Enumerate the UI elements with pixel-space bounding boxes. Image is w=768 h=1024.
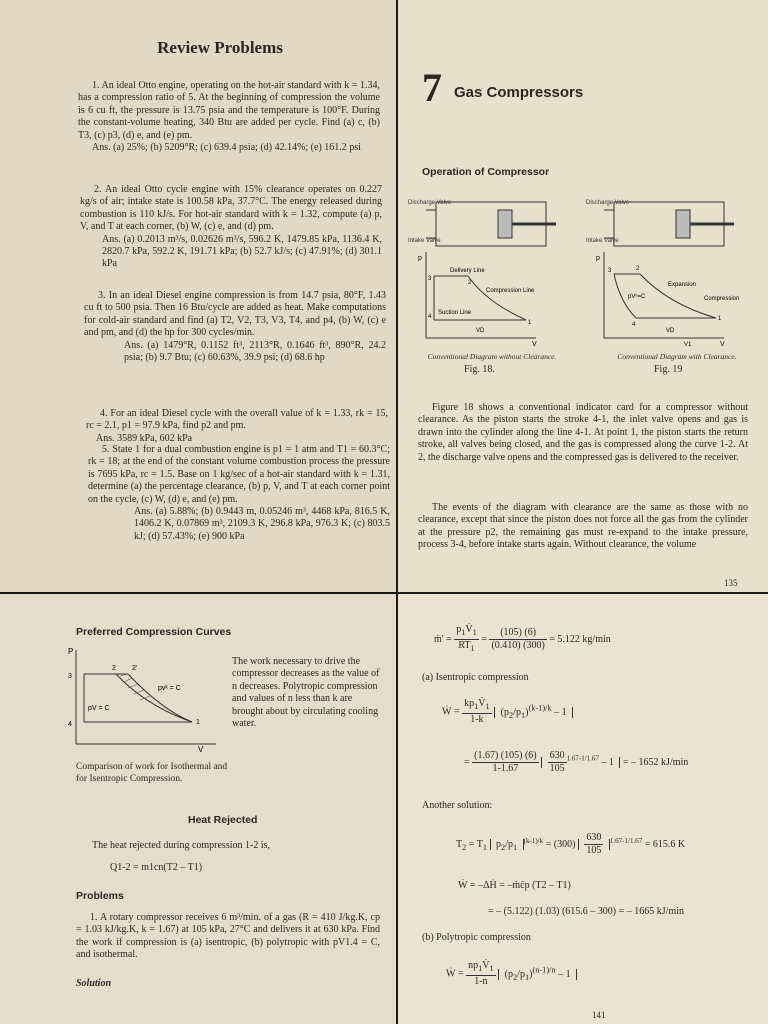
- delivery-line-label: Delivery Line: [450, 268, 485, 274]
- problem-4: [86, 408, 388, 445]
- m-eq-result: = 5.122 kg/min: [549, 634, 611, 646]
- paragraph-2-text: The events of the diagram with clearance are the same as those with no clearance, except that since the piston does not force all the gas from the cylinder at the pressure p2, the remaining gas must re-expand to the intake pressure, process 3-4, before intake starts again. Without clearance, the volume: [418, 502, 748, 551]
- isentropic-curve-label: pvᵏ = C: [158, 685, 181, 692]
- fig18-p-axis: p: [418, 255, 422, 262]
- isentropic-heading: (a) Isentropic compression: [422, 672, 529, 683]
- problem-2: [80, 184, 382, 271]
- intake-valve-label: Intake Valve: [408, 238, 441, 244]
- t2-ratio-numerator: 630: [584, 832, 603, 845]
- ratio-denominator: 105: [549, 763, 565, 775]
- cylinder-drawing: [426, 202, 556, 246]
- fig19-caption: Conventional Diagram with Clearance.: [617, 352, 737, 361]
- page-review-problems: [0, 0, 396, 592]
- fig19-vd-label: VD: [666, 328, 675, 334]
- fig19-discharge-valve-label: Discharge Valve: [586, 200, 630, 206]
- w-denominator: 1-1.67: [492, 763, 519, 775]
- t2-exponent-numerator: 1.67-1: [609, 836, 629, 845]
- t2-ratio-denominator: 105: [586, 845, 602, 857]
- problem-3: [84, 290, 386, 364]
- enthalpy-equation: Ẇ = –ΔḢ = –ṁc̄p (T2 – T1): [458, 880, 571, 891]
- page-preferred-compression: [0, 594, 396, 1024]
- m-eq-numerator: (105) (6): [489, 627, 546, 640]
- paragraph-1-text: Figure 18 shows a conventional indicator card for a compressor without clearance. As the piston starts the stroke 4-1, the inlet valve opens and gas is drawn into the cylinder along the line 4-1. At point 1, the piston starts the return stroke, all valves being closed, and the gas is compressed along the curve 1-2. At 2, the discharge valve opens and the compressed gas is delivered to the receiver.: [418, 402, 748, 463]
- fig18-diagram: [406, 190, 581, 350]
- problem-3-text: 3. In an ideal Diesel engine compression is from 14.7 psia, 80°F, 1.43 cu ft to 500 psia. Then 16 Btu/cycle are added as heat. Make computations for cold-air standard and find (a) T2, V2, T3, V3, T4, and p4, (b) W, (c) e and pm, and (d) the hp for 300 cycles/min.: [84, 290, 386, 339]
- problem-5-text: 5. State 1 for a dual combustion engine is p1 = 1 atm and T1 = 60.3°C; rk = 18; at the end of the constant volume combustion process the pressure is 7695 kPa, rc = 1.5. Base on 1 kg/sec of a hot-air standard with k = 1.31, determine (a) the percentage clearance, (b) p, V, and T at each corner point on the cycle, (c) W, (d) e, and (e) pm.: [88, 444, 390, 505]
- graph-point-4: 4: [68, 721, 72, 728]
- problems-title: Problems: [76, 890, 124, 902]
- heat-rejected-text: The heat rejected during compression 1-2 is,: [92, 840, 270, 851]
- fig19-v-axis: V: [720, 341, 725, 348]
- fig19-point-4: 4: [632, 322, 636, 328]
- fig18-label: Fig. 18.: [464, 364, 495, 375]
- fig19-v1-label: V1: [684, 342, 692, 348]
- problem-1: [78, 80, 380, 154]
- another-solution: Another solution:: [422, 800, 493, 811]
- problem-text: 1. A rotary compressor receives 6 m³/min. of a gas (R = 410 J/kg.K, cp = 1.03 kJ/kg.K, k = 1.67) at 105 kPa, 27°C and delivers it at 630 kPa. Find the work if compression is (a) isentropic, (b) polytropic with pV1.4 = C, and isothermal.: [76, 912, 380, 961]
- graph-caption: Comparison of work for Isothermal and for Isentropic Compression.: [76, 762, 228, 784]
- pvn-label: pVⁿ=C: [628, 294, 646, 300]
- fig19-compression-label: Compression: [704, 296, 740, 302]
- t2-coefficient: = (300): [545, 839, 576, 851]
- fig19-point-3: 3: [608, 268, 612, 274]
- exponent-numerator: 1.67-1: [566, 754, 585, 763]
- heat-rejected-equation: Q1-2 = m1cn(T2 – T1): [110, 862, 203, 873]
- chapter-number: 7: [422, 65, 442, 110]
- m-eq-denominator: (0.410) (300): [491, 640, 545, 652]
- expansion-label: Expansion: [668, 282, 697, 288]
- discharge-valve-label: Discharge Valve: [408, 200, 452, 206]
- page-gas-compressors: [398, 0, 768, 592]
- fig18-point-1: 1: [528, 320, 532, 326]
- page-title: Review Problems: [157, 38, 283, 57]
- fig19-diagram: [584, 190, 759, 350]
- graph-point-2p: 2': [132, 665, 138, 672]
- polytropic-equation: Ẇ = $\frac{np_1V̇_1}{1-n}$ $(p_2/p_1)^{(n-1)/n} - 1$: [446, 960, 577, 989]
- problem-rotary-compressor: [76, 912, 380, 962]
- problem-2-answer: Ans. (a) 0.2013 m³/s, 0.02626 m³/s, 596.2 K, 1479.85 kPa, 1136.4 K, 2820.7 kPa, 592.2 K, 191.71 kPa; (b) 52.7 kJ/s; (c) 47.91%; (d) 301.1 kPa: [102, 233, 382, 270]
- problem-3-answer: Ans. (a) 1479°R, 0.1152 ft³, 2113°R, 0.1646 ft³, 890°R, 24.2 psia; (b) 9.7 Btu; (c) 60.63%, 39.9 psi; (d) 68.6 hp: [124, 339, 386, 364]
- fig18-point-2: 2: [468, 280, 472, 286]
- fig18-point-4: 4: [428, 314, 432, 320]
- page-number: 135: [724, 578, 738, 588]
- compression-curves-graph: [66, 644, 226, 754]
- w-result: = – 1652 kJ/min: [622, 757, 689, 769]
- graph-p-axis: P: [68, 647, 74, 656]
- suction-line-label: Suction Line: [438, 310, 472, 316]
- work-description: The work necessary to drive the compressor decreases as the value of n decreases. Polytropic compression and values of n less than k are brought about by circulating cooling water.: [232, 656, 380, 730]
- graph-point-3: 3: [68, 673, 72, 680]
- problem-4-answer: Ans. 3589 kPa, 602 kPa: [96, 432, 193, 444]
- fig18-point-3: 3: [428, 276, 432, 282]
- chapter-title: Gas Compressors: [454, 84, 584, 101]
- graph-v-axis: V: [198, 745, 204, 754]
- section-title: Operation of Compressor: [422, 166, 550, 178]
- compression-line-label: Compression Line: [486, 288, 535, 294]
- graph-point-1: 1: [196, 719, 200, 726]
- fig18-v-axis: V: [532, 341, 537, 348]
- exponent-denominator: 1.67: [586, 754, 599, 763]
- problem-1-text: 1. An ideal Otto engine, operating on the hot-air standard with k = 1.34, has a compression ratio of 5. At the beginning of compression the volume is 6 cu ft, the pressure is 13.75 psia and the temperature is 100°F. During the constant-volume heating, 340 Btu are added per cycle. Find (a) c, (b) T3, (c) p3, (d) e, and (e) pm.: [78, 80, 380, 141]
- enthalpy-calculation: = – (5.122) (1.03) (615.6 – 300) = – 1665 kJ/min: [488, 906, 684, 917]
- fig18-caption: Conventional Diagram without Clearance.: [427, 352, 557, 361]
- problem-5: [88, 444, 390, 543]
- problem-4-text: 4. For an ideal Diesel cycle with the overall value of k = 1.33, rk = 15, rc = 2.1, p1 = 97.9 kPa, find p2 and pm.: [86, 408, 388, 432]
- fig19-point-2: 2: [636, 266, 640, 272]
- problem-1-answer: Ans. (a) 25%; (b) 5209°R; (c) 639.4 psia; (d) 42.14%; (e) 161.2 psi: [92, 142, 361, 154]
- page-number: 141: [592, 1010, 606, 1020]
- heat-rejected-title: Heat Rejected: [188, 814, 258, 826]
- t2-equation: $T_2 = T_1$ $p_2/p_1$ $^{(k-1)/k}$ = (300) $\frac{630}{105}$ $^{1.67-1/1.67}$ = 615.6 K: [456, 832, 686, 857]
- graph-point-2: 2: [112, 665, 116, 672]
- problem-5-answer: Ans. (a) 5.88%; (b) 0.9443 m, 0.05246 m³, 4468 kPa, 816.5 K, 1406.2 K, 0.07869 m³, 2109.3 K, 296.8 kPa, 976.3 K; (c) 803.5 kJ; (d) 57.43%; (e) 900 kPa: [134, 506, 390, 542]
- isothermal-curve-label: pV = C: [88, 705, 110, 712]
- work-numeric-equation: = $\frac{(1.67) (105) (6)}{1-1.67}$ $\frac{630}{105}$ $^{1.67-1/1.67}$ – 1 = – 1652 kJ/min: [464, 750, 689, 775]
- polytropic-heading: (b) Polytropic compression: [422, 932, 531, 943]
- fig18-vd-label: VD: [476, 328, 485, 334]
- solution-label: Solution: [76, 978, 112, 989]
- ratio-numerator: 630: [548, 750, 567, 763]
- paragraph-2: [418, 502, 748, 552]
- fig19-point-1: 1: [718, 316, 722, 322]
- paragraph-1: [418, 402, 748, 464]
- page-solution-work: [398, 594, 768, 1024]
- section-title: Preferred Compression Curves: [76, 626, 232, 638]
- fig19-intake-valve-label: Intake Valve: [586, 238, 619, 244]
- mass-flow-equation: ṁ' = $\frac{p_1V̇_1}{RT_1}$ = $\frac{(105) (6)}{(0.410) (300)}$ = 5.122 kg/min: [434, 624, 611, 654]
- t2-exponent-denominator: 1.67: [629, 836, 643, 845]
- fig19-p-axis: p: [596, 255, 600, 262]
- problem-2-text: 2. An ideal Otto cycle engine with 15% clearance operates on 0.227 kg/s of air; intake state is 100.58 kPa, 37.7°C. The energy released during combustion is 110 kJ/s. For hot-air standard with k = 1.32, compute (a) p, V, and T at each corner, (b) W, (c) e, and (d) pm.: [80, 184, 382, 233]
- fig19-label: Fig. 19: [654, 364, 683, 375]
- work-symbolic-equation: Ẇ = $\frac{kp_1V̇_1}{1-k}$ $(p_2/p_1)^{(k-1)/k} - 1$: [442, 698, 573, 727]
- w-numerator: (1.67) (105) (6): [472, 750, 538, 763]
- t2-result: = 615.6 K: [644, 839, 686, 851]
